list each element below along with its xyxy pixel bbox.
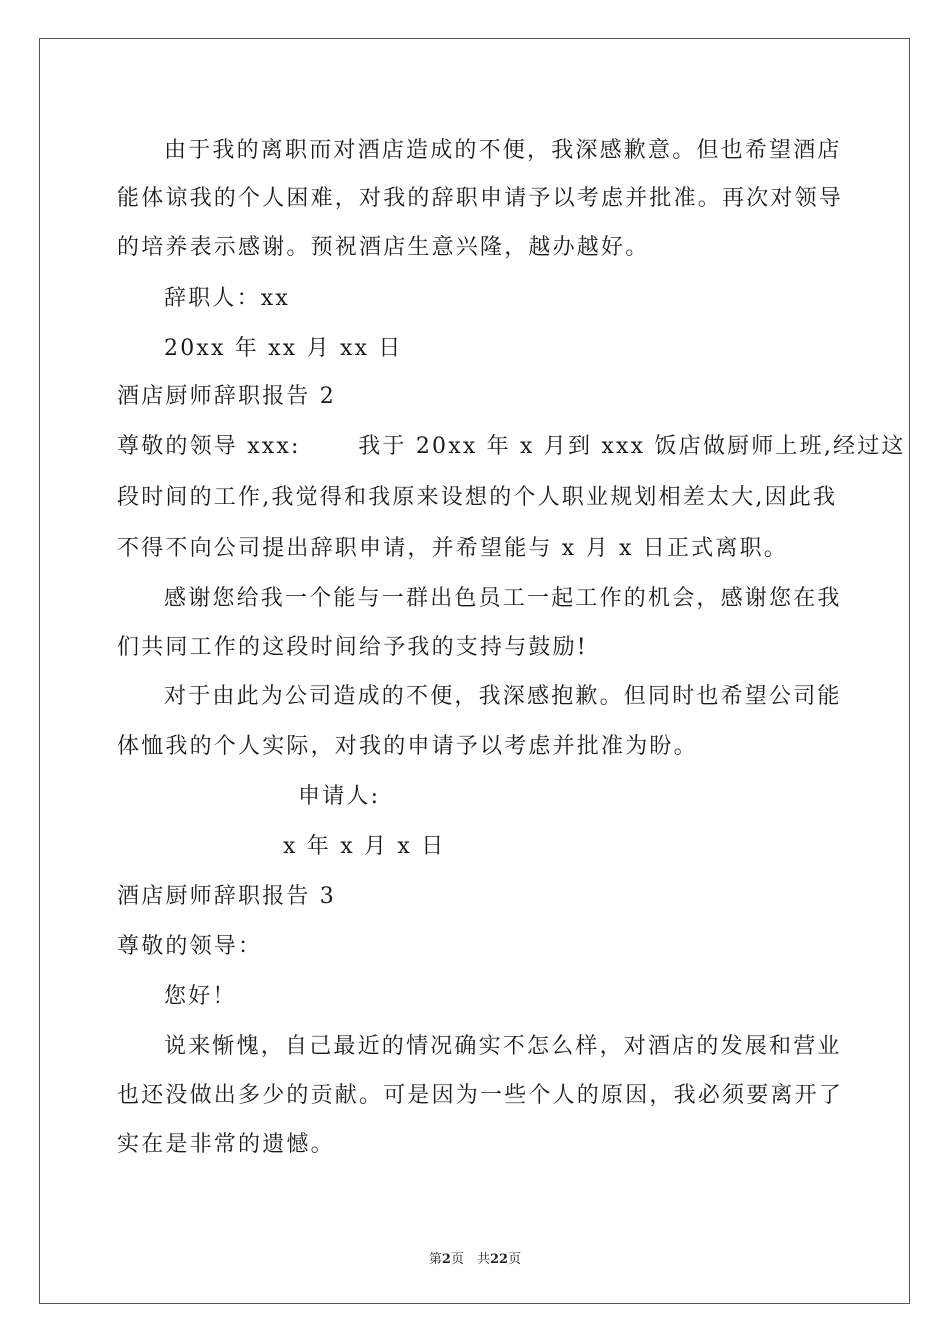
footer-page-suffix: 页 共: [450, 1252, 490, 1267]
paragraph-line: 对于由此为公司造成的不便，我深感抱歉。但同时也希望公司能: [164, 684, 842, 709]
paragraph-line: 也还没做出多少的贡献。可是因为一些个人的原因，我必须要离开了: [117, 1083, 844, 1108]
paragraph-line: 感谢您给我一个能与一群出色员工一起工作的机会，感谢您在我: [164, 586, 842, 611]
signature-date: 20xx 年 xx 月 xx 日: [164, 336, 403, 361]
paragraph-line: 说来惭愧，自己最近的情况确实不怎么样，对酒店的发展和营业: [164, 1034, 842, 1059]
page-frame: [39, 38, 910, 1304]
footer-page-prefix: 第: [428, 1252, 442, 1267]
applicant-signature: 申请人:: [298, 784, 381, 809]
paragraph-line: 实在是非常的遗憾。: [117, 1132, 335, 1157]
signature-date: x 年 x 月 x 日: [283, 834, 446, 859]
paragraph-line: 段时间的工作,我觉得和我原来设想的个人职业规划相差太大,因此我: [117, 485, 838, 510]
paragraph-line: 能体谅我的个人困难，对我的辞职申请予以考虑并批准。再次对领导: [117, 186, 844, 211]
salutation: 尊敬的领导：: [117, 934, 263, 959]
paragraph-line: 的培养表示感谢。预祝酒店生意兴隆，越办越好。: [117, 235, 650, 260]
section-title: 酒店厨师辞职报告 3: [117, 884, 336, 909]
footer-total-suffix: 页: [508, 1252, 522, 1267]
page-footer: [0, 1248, 950, 1267]
resigner-signature: 辞职人：xx: [164, 286, 291, 311]
footer-page-number: 2: [441, 1252, 451, 1267]
section-title: 酒店厨师辞职报告 2: [117, 384, 336, 409]
paragraph-line: 尊敬的领导 xxx: 我于 20xx 年 x 月到 xxx 饭店做厨师上班,经过这: [117, 434, 906, 459]
paragraph-line: 体恤我的个人实际，对我的申请予以考虑并批准为盼。: [117, 734, 698, 759]
greeting: 您好！: [164, 984, 237, 1009]
footer-total-pages: 22: [489, 1252, 509, 1267]
paragraph-line: 们共同工作的这段时间给予我的支持与鼓励!: [117, 635, 588, 660]
paragraph-line: 由于我的离职而对酒店造成的不便，我深感歉意。但也希望酒店: [164, 138, 842, 163]
paragraph-line: 不得不向公司提出辞职申请，并希望能与 x 月 x 日正式离职。: [117, 536, 788, 561]
